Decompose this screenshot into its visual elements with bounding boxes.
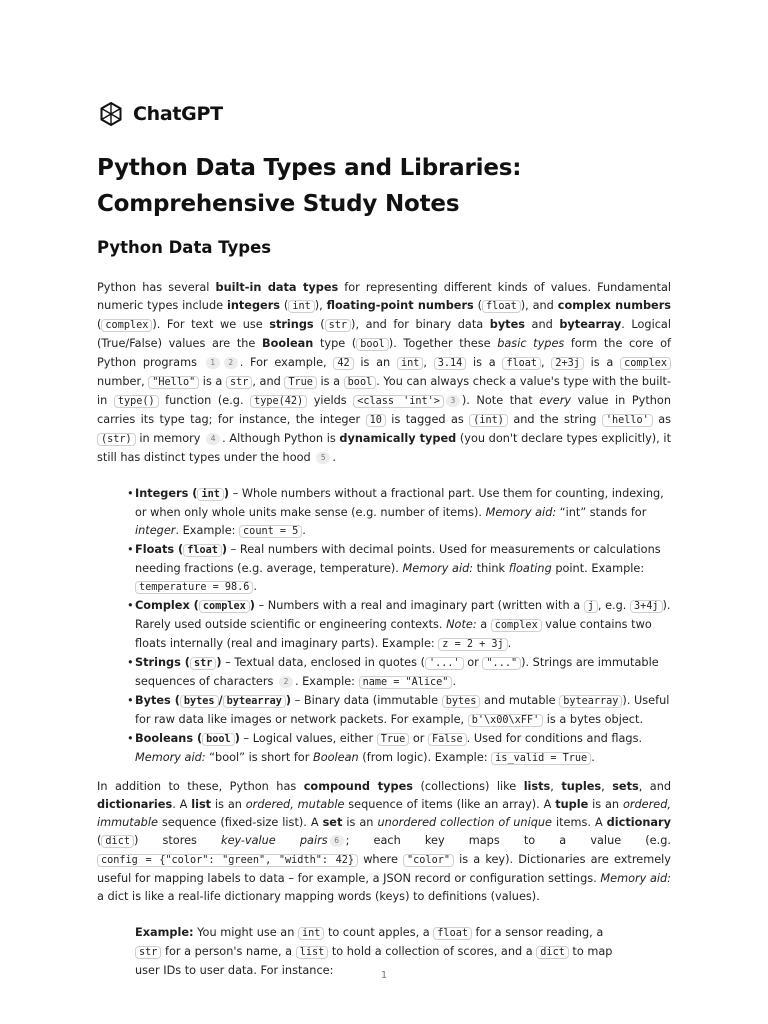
text-run: dictionaries (97, 798, 173, 811)
text-run: integer (135, 524, 176, 537)
type-term (135, 487, 229, 500)
citation-badge[interactable]: 3 (446, 395, 460, 407)
text-run: Boolean (262, 337, 314, 350)
text-run: integers (226, 299, 281, 312)
text-run: is a (316, 375, 344, 388)
text-run: Floats ( (135, 543, 184, 556)
text-run: – Numbers with a real and imaginary part (written with a (254, 599, 584, 612)
text-run: and mutable (480, 694, 560, 707)
inline-code: temperature = 98.6 (135, 581, 253, 594)
text-run: form the core of Python programs (97, 337, 672, 369)
inline-code: str (190, 657, 216, 670)
text-run: Integers ( (135, 487, 198, 500)
text-run: built-in data types (215, 281, 339, 294)
text-run: key-value pairs (221, 834, 328, 847)
text-run: Python has several (97, 281, 216, 294)
text-run: ) (234, 732, 240, 745)
text-run: number, (97, 375, 149, 388)
list-item-bool (135, 730, 671, 768)
inline-code: int (298, 927, 324, 940)
inline-code: complex (491, 619, 542, 632)
text-run: and the string (507, 413, 602, 426)
inline-code: bytes (442, 695, 481, 708)
type-term (135, 694, 291, 707)
text-run: as (652, 413, 671, 426)
text-run: , (550, 780, 562, 793)
type-term (135, 656, 222, 669)
type-term (135, 732, 240, 745)
text-run: ; each key maps to a value (e.g. (345, 834, 671, 847)
inline-code: <class 'int'> (353, 395, 444, 408)
text-run: items. A (551, 816, 607, 829)
text-run: (you don't declare types explicitly), it still has distinct types under the hood (97, 432, 671, 464)
text-run: ). Together these (388, 337, 498, 350)
text-run: , (423, 356, 434, 369)
inline-code: 'hello' (602, 414, 653, 427)
text-run: . For example, (239, 356, 334, 369)
text-run: ), and (520, 299, 558, 312)
inline-code: j (584, 600, 598, 613)
list-item-complex (135, 597, 671, 654)
text-run: floating-point numbers (326, 299, 474, 312)
text-run: is an (353, 356, 397, 369)
text-run: is an (588, 798, 623, 811)
brand-name: ChatGPT (133, 103, 223, 125)
text-run: where (358, 853, 404, 866)
text-run: compound types (303, 780, 414, 793)
type-term (135, 543, 227, 556)
text-run: “int” stands for (556, 506, 647, 519)
text-run: Memory aid: (485, 506, 557, 519)
text-run: is an (211, 798, 246, 811)
inline-code: "..." (482, 657, 521, 670)
text-run: , (601, 780, 613, 793)
text-run: type ( (313, 337, 357, 350)
inline-code: complex (620, 357, 671, 370)
inline-code: bool (356, 338, 389, 351)
text-run: ) (223, 487, 230, 500)
inline-code: type() (114, 395, 159, 408)
text-run: ( (97, 834, 102, 847)
inline-code: type(42) (250, 395, 307, 408)
inline-code: bytearray (223, 695, 286, 708)
text-run: ) (221, 543, 228, 556)
text-run: ordered, mutable (245, 798, 345, 811)
text-run: You might use an (193, 926, 298, 939)
text-run: ), and for binary data (351, 318, 490, 331)
text-run: Strings ( (135, 656, 190, 669)
text-run: basic types (497, 337, 565, 350)
text-run: sets (612, 780, 639, 793)
text-run: or (463, 656, 483, 669)
text-run: . (253, 580, 257, 593)
text-run: . (302, 524, 306, 537)
text-run: bytearray (559, 318, 622, 331)
inline-code: 10 (366, 414, 386, 427)
inline-code: '...' (425, 657, 464, 670)
list-item-float (135, 541, 671, 597)
inline-code: dict (101, 835, 134, 848)
text-run: . You can always check a value's type with the built-in (97, 375, 671, 407)
text-run: ). Rarely used outside scientific or engineering contexts. (135, 599, 671, 631)
compound-types-paragraph (97, 778, 671, 906)
text-run: is tagged as (385, 413, 470, 426)
text-run: – Real numbers with decimal points. Used for measurements or calculations needing fractions (e.g. average, temperature). (135, 543, 661, 575)
citation-badge[interactable]: 4 (206, 433, 220, 445)
text-run: , (541, 356, 552, 369)
inline-code: 3.14 (434, 357, 467, 370)
text-run: to map user IDs to user data. For instance: (135, 945, 613, 977)
inline-code: float (482, 300, 521, 313)
inline-code: complex (101, 319, 152, 332)
inline-code: b'\x00\xFF' (468, 714, 543, 727)
page-number: 1 (380, 970, 388, 981)
inline-code: int (197, 488, 223, 501)
intro-paragraph (97, 279, 671, 467)
inline-code: z = 2 + 3j (438, 638, 507, 651)
text-run: ) (216, 656, 222, 669)
inline-code: bytes (180, 695, 219, 708)
list-item-bytes (135, 692, 671, 730)
text-run: . Logical (True/False) values are the (97, 318, 671, 350)
inline-code: "color" (403, 854, 454, 867)
text-run: sequence (fixed-size list). A (157, 816, 323, 829)
document-page (97, 96, 671, 980)
text-run: a dict is like a real-life dictionary mapping words (keys) to definitions (values). (97, 890, 540, 903)
text-run: ( (473, 299, 483, 312)
inline-code: list (296, 946, 329, 959)
text-run: ). Useful for raw data like images or network packets. For example, (135, 694, 670, 726)
text-run: dictionary (606, 816, 671, 829)
inline-code: complex (199, 600, 250, 613)
text-run: yields (307, 394, 354, 407)
text-run: . Example: (294, 675, 359, 688)
text-run: is a (466, 356, 503, 369)
text-run: ordered, immutable (97, 798, 671, 829)
text-run: . (452, 675, 457, 688)
inline-code: int (397, 357, 423, 370)
text-run: strings (269, 318, 314, 331)
text-run: set (322, 816, 343, 829)
text-run: – Binary data (immutable (291, 694, 442, 707)
text-run: ( (280, 299, 289, 312)
text-run: for a sensor reading, a (471, 926, 604, 939)
text-run: complex numbers (557, 299, 672, 312)
openai-logo-icon (97, 100, 125, 128)
text-run: value contains two floats internally (real and imaginary parts). Example: (135, 618, 652, 650)
section-heading: Python Data Types (97, 238, 272, 257)
inline-code: 42 (333, 357, 353, 370)
inline-code: float (502, 357, 541, 370)
text-run: is an (342, 816, 378, 829)
text-run: . (591, 751, 595, 764)
inline-code: dict (536, 946, 569, 959)
list-item-str (135, 654, 671, 692)
text-run: In addition to these, Python has (97, 780, 304, 793)
inline-code: (str) (97, 433, 136, 446)
text-run: to count apples, a (324, 926, 434, 939)
inline-code: 3+4j (630, 600, 663, 613)
text-run: bytes (489, 318, 525, 331)
list-item-int (135, 485, 671, 541)
text-run: a (476, 618, 491, 631)
text-run: – Logical values, either (239, 732, 377, 745)
text-run: . A (172, 798, 192, 811)
citation-badge[interactable]: 5 (316, 452, 330, 464)
text-run: – Whole numbers without a fractional part. Use them for counting, indexing, or when only whole units make sense (e.g. number of items). (135, 487, 664, 519)
document-title: Python Data Types and Libraries: Comprehensive Study Notes (97, 155, 522, 217)
text-run: is a key). Dictionaries are extremely useful for mapping labels to data – for example, a JSON record or configuration settings. (97, 853, 671, 885)
text-run: value in Python carries its type tag; for instance, the integer (97, 394, 671, 426)
text-run: point. Example: (551, 562, 645, 575)
text-run: ( (313, 318, 325, 331)
inline-code: bool (344, 376, 377, 389)
inline-code: 2+3j (551, 357, 584, 370)
inline-code: name = "Alice" (359, 676, 453, 689)
text-run: Memory aid: (600, 872, 671, 885)
text-run: ) stores (133, 834, 222, 847)
inline-code: is_valid = True (491, 752, 591, 765)
inline-code: False (428, 733, 467, 746)
text-run: floating (508, 562, 552, 575)
text-run: ( (97, 318, 102, 331)
inline-code: str (226, 376, 252, 389)
citation-badge[interactable]: 2 (224, 357, 238, 369)
text-run: Note: (446, 618, 477, 631)
inline-code: (int) (469, 414, 508, 427)
inline-code: bytearray (559, 695, 622, 708)
text-run: for a person's name, a (161, 945, 296, 958)
inline-code: str (135, 946, 161, 959)
inline-code: config = {"color": "green", "width": 42} (97, 854, 358, 867)
text-run: Bytes ( (135, 694, 180, 707)
text-run: ). Note that (461, 394, 540, 407)
text-run: is a (199, 375, 226, 388)
text-run: , and (252, 375, 285, 388)
text-run: is a (583, 356, 621, 369)
text-run: Boolean (312, 751, 359, 764)
text-run: Booleans ( (135, 732, 203, 745)
text-run: to hold a collection of scores, and a (328, 945, 537, 958)
inline-code: True (377, 733, 410, 746)
text-run: Memory aid: (135, 751, 206, 764)
inline-code: bool (202, 733, 235, 746)
text-run: (from logic). Example: (358, 751, 492, 764)
inline-code: True (284, 376, 317, 389)
inline-code: "Hello" (148, 376, 199, 389)
text-run: “bool” is short for (205, 751, 313, 764)
text-run: ). Strings are immutable sequences of characters (135, 656, 659, 688)
citation-badge[interactable]: 6 (330, 835, 344, 847)
text-run: think (473, 562, 509, 575)
text-run: ). For text we use (152, 318, 270, 331)
text-run: Example: (135, 926, 194, 939)
text-run: . (507, 637, 512, 650)
text-run: . (332, 451, 336, 464)
text-run: . Although Python is (222, 432, 340, 445)
text-run: list (191, 798, 212, 811)
text-run: sequence of items (like an array). A (344, 798, 556, 811)
inline-code: int (288, 300, 314, 313)
text-run: ) (249, 599, 255, 612)
text-run: and (524, 318, 560, 331)
citation-badge[interactable]: 2 (279, 676, 293, 688)
text-run: unordered collection of unique (377, 816, 552, 829)
text-run: tuples (561, 780, 602, 793)
text-run: / (218, 694, 223, 707)
text-run: . Example: (175, 524, 240, 537)
text-run: Complex ( (135, 599, 199, 612)
text-run: , and (638, 780, 672, 793)
text-run: or (409, 732, 428, 745)
citation-badge[interactable]: 1 (206, 357, 220, 369)
type-term (135, 599, 255, 612)
inline-code: count = 5 (239, 525, 302, 538)
text-run: for representing different kinds of values. Fundamental numeric types include (97, 281, 672, 312)
inline-code: str (325, 319, 351, 332)
text-run: in memory (135, 432, 205, 445)
text-run: (collections) like (413, 780, 524, 793)
inline-code: float (183, 544, 222, 557)
text-run: tuple (555, 798, 589, 811)
text-run: function (e.g. (158, 394, 251, 407)
text-run: is a bytes object. (543, 713, 644, 726)
text-run: . Used for conditions and flags. (466, 732, 643, 745)
brand-header (97, 96, 671, 132)
inline-code: float (433, 927, 472, 940)
text-run: Memory aid: (402, 562, 474, 575)
text-run: dynamically typed (339, 432, 457, 445)
text-run: lists (523, 780, 551, 793)
type-list (97, 485, 671, 768)
text-run: every (539, 394, 572, 407)
text-run: , e.g. (597, 599, 630, 612)
text-run: – Textual data, enclosed in quotes ( (221, 656, 425, 669)
text-run: ), (314, 299, 327, 312)
text-run: ) (285, 694, 292, 707)
